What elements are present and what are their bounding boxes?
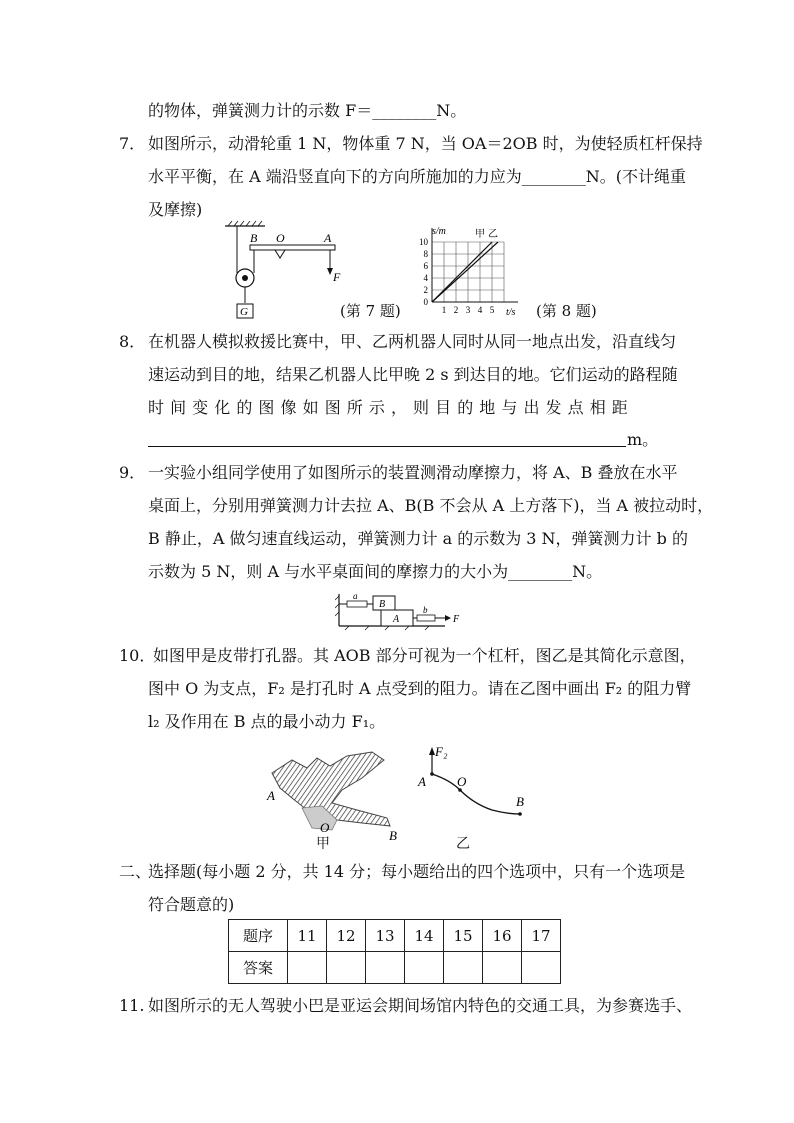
answer-table-header-row	[229, 920, 561, 952]
fig7-label-o: O	[276, 231, 285, 245]
y-tick-label: 4	[423, 273, 428, 283]
fig8-xlabel: t/s	[506, 307, 516, 318]
fig7-caption: (第 7 题)	[340, 302, 401, 320]
fig9-label-a-block: A	[393, 614, 400, 625]
q7-line-1: 如图所示，动滑轮重 1 N，物体重 7 N，当 OA＝2OB 时，为使轻质杠杆保持	[148, 134, 703, 153]
fig8-caption: (第 8 题)	[536, 302, 597, 320]
table-question-17: 17	[522, 920, 561, 952]
y-tick-label: 2	[423, 285, 428, 295]
q10-line-3: l₂ 及作用在 B 点的最小动力 F₁。	[148, 712, 386, 731]
fig10-right-label-a: A	[418, 774, 426, 789]
fig10-right-label-o: O	[457, 774, 467, 789]
table-question-11: 11	[288, 920, 327, 952]
fig9-label-a-spring: a	[353, 591, 358, 601]
q9-line-1: 一实验小组同学使用了如图所示的装置测滑动摩擦力，将 A、B 叠放在水平	[148, 463, 678, 482]
q7-line-3: 及摩擦)	[148, 200, 203, 219]
q8-line-1: 在机器人模拟救援比赛中，甲、乙两机器人同时从同一地点出发，沿直线匀	[148, 332, 677, 351]
q6-tail-line: 的物体，弹簧测力计的示数 F＝________N。	[148, 101, 467, 120]
fig10-left-caption: 甲	[316, 836, 330, 852]
answer-cell-17[interactable]	[522, 952, 561, 984]
x-tick-label: 1	[441, 305, 447, 315]
fig7-label-a: A	[324, 231, 332, 245]
x-tick-label: 5	[489, 305, 495, 315]
fig8-series-1-label: 甲	[475, 229, 485, 240]
figure-8-chart	[410, 222, 530, 320]
fig7-label-b: B	[250, 231, 258, 245]
q8-line-3: 时 间 变 化 的 图 像 如 图 所 示 ， 则 目 的 地 与 出 发 点 相 距	[148, 398, 628, 417]
fig10-right-caption: 乙	[456, 836, 470, 852]
answer-table-answer-row	[229, 952, 561, 984]
table-question-13: 13	[366, 920, 405, 952]
table-question-12: 12	[327, 920, 366, 952]
series-line-2	[432, 242, 498, 302]
q10-line-1: 如图甲是皮带打孔器。其 AOB 部分可视为一个杠杆，图乙是其简化示意图，	[153, 646, 696, 665]
fig8-series-2-label: 乙	[488, 229, 498, 240]
q9-line-2: 桌面上，分别用弹簧测力计去拉 A、B(B 不会从 A 上方落下)，当 A 被拉动时，	[148, 496, 714, 515]
fig10-right-label-b: B	[516, 794, 524, 809]
fig7-label-f: F	[333, 270, 341, 284]
q8-number: 8．	[119, 332, 146, 351]
q11-line-1: 如图所示的无人驾驶小巴是亚运会期间场馆内特色的交通工具，为参赛选手、	[148, 996, 693, 1015]
q8-line-4-unit: m。	[627, 430, 659, 449]
answer-cell-13[interactable]	[366, 952, 405, 984]
q9-line-3: B 静止，A 做匀速直线运动，弹簧测力计 a 的示数为 3 N，弹簧测力计 b 的	[148, 529, 688, 548]
figure-10-punch-tool	[262, 748, 412, 853]
q8-line-2: 速运动到目的地，结果乙机器人比甲晚 2 s 到达目的地。它们运动的路程随	[148, 365, 678, 384]
x-tick-label: 2	[453, 305, 459, 315]
q7-line-2: 水平平衡，在 A 端沿竖直向下的方向所施加的力应为________N。(不计绳重	[148, 167, 686, 186]
section2-number: 二、	[119, 862, 152, 881]
answer-cell-16[interactable]	[483, 952, 522, 984]
y-tick-label: 0	[423, 297, 428, 307]
answer-table	[228, 919, 561, 984]
fig10-left-label-o: O	[320, 820, 330, 835]
answer-cell-12[interactable]	[327, 952, 366, 984]
answer-cell-15[interactable]	[444, 952, 483, 984]
q11-number: 11.	[119, 996, 145, 1015]
section2-line-2: 符合题意的)	[148, 895, 235, 914]
x-tick-label: 3	[465, 305, 471, 315]
fig9-label-f: F	[453, 614, 460, 625]
table-question-14: 14	[405, 920, 444, 952]
fig8-ylabel: s/m	[432, 226, 446, 237]
y-tick-label: 6	[423, 261, 428, 271]
table-head-question: 题序	[229, 920, 288, 952]
fig9-label-b-spring: b	[423, 605, 428, 615]
y-tick-label: 10	[419, 237, 428, 247]
figure-9-friction-setup	[335, 590, 465, 632]
fig9-label-b-block: B	[379, 599, 386, 610]
fig10-left-label-a: A	[267, 788, 275, 803]
y-tick-label: 8	[423, 249, 428, 259]
table-question-15: 15	[444, 920, 483, 952]
q8-answer-blank[interactable]	[148, 446, 626, 447]
q7-number: 7．	[119, 134, 146, 153]
q9-number: 9．	[119, 463, 146, 482]
q10-line-2: 图中 O 为支点，F₂ 是打孔时 A 点受到的阻力。请在乙图中画出 F₂ 的阻力臂	[148, 679, 692, 698]
x-tick-label: 4	[477, 305, 483, 315]
table-head-answer: 答案	[229, 952, 288, 984]
series-line-1	[432, 242, 492, 302]
fig7-label-g: G	[240, 306, 248, 318]
figure-10-schematic	[412, 742, 542, 827]
section2-line-1: 选择题(每小题 2 分，共 14 分；每小题给出的四个选项中，只有一个选项是	[148, 862, 686, 881]
q10-number: 10．	[119, 646, 156, 665]
table-question-16: 16	[483, 920, 522, 952]
answer-cell-14[interactable]	[405, 952, 444, 984]
answer-cell-11[interactable]	[288, 952, 327, 984]
q9-line-4: 示数为 5 N，则 A 与水平桌面间的摩擦力的大小为________N。	[148, 562, 603, 581]
fig10-right-label-f2: F₂	[435, 744, 448, 759]
fig10-left-label-b: B	[389, 828, 397, 843]
